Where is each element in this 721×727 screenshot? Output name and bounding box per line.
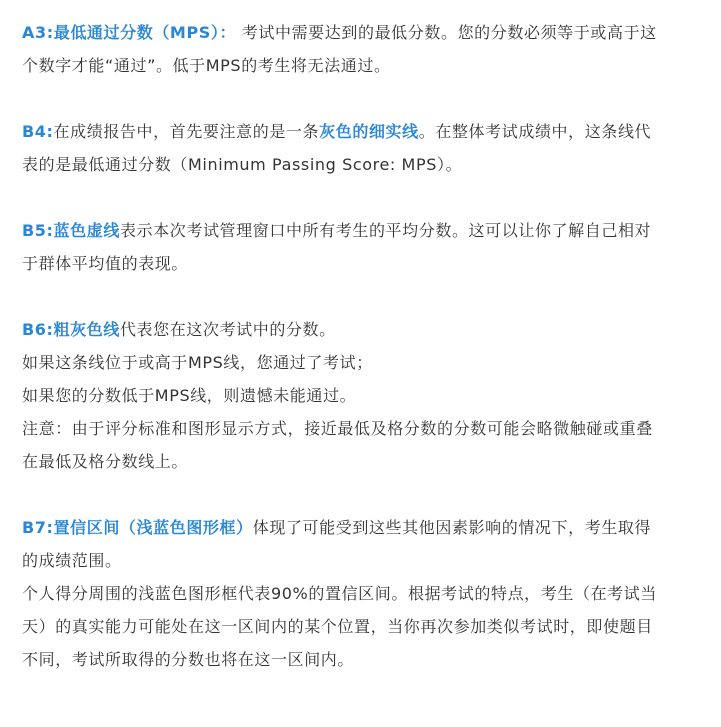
section-b7-text-3: 个人得分周围的浅蓝色图形框代表90%的置信区间。根据考试的特点，考生（在考试当 (22, 584, 657, 603)
section-b7-text-5: 不同，考试所取得的分数也将在这一区间内。 (22, 650, 355, 669)
section-b5-line-1 (22, 214, 699, 247)
section-b7-text-4: 天）的真实能力可能处在这一区间内的某个位置，当你再次参加类似考试时，即使题目 (22, 617, 653, 636)
section-b6-post: 代表您在这次考试中的分数。 (119, 320, 336, 339)
section-b6-text-2: 如果这条线位于或高于MPS线，您通过了考试； (22, 353, 373, 372)
section-b4-line-1 (22, 115, 699, 148)
section-b6-term: 粗灰色线 (53, 320, 120, 339)
section-b5-label: B5: (22, 221, 54, 240)
section-b6-line-1 (22, 313, 699, 346)
section-b5-term: 蓝色虚线 (53, 221, 120, 240)
section-b7-text-2: 的成绩范围。 (22, 551, 122, 570)
section-b6 (22, 313, 699, 478)
section-b4-pre: 在成绩报告中，首先要注意的是一条 (53, 122, 320, 141)
section-b7-term: 置信区间（浅蓝色图形框） (53, 518, 253, 537)
section-a3-line-1 (22, 16, 699, 49)
section-b4-label: B4: (22, 122, 54, 141)
section-b5-text-2: 于群体平均值的表现。 (22, 254, 189, 273)
section-b4-term: 灰色的细实线 (319, 122, 419, 141)
section-b7 (22, 511, 699, 676)
section-a3-label: A3: (22, 23, 54, 42)
section-b6-text-4: 注意：由于评分标准和图形显示方式，接近最低及格分数的分数可能会略微触碰或重叠 (22, 419, 653, 438)
section-a3 (22, 16, 699, 82)
section-a3-term: 最低通过分数（MPS）： (53, 23, 237, 42)
section-b6-text-3: 如果您的分数低于MPS线，则遗憾未能通过。 (22, 386, 357, 405)
section-b5 (22, 214, 699, 280)
section-b6-text-5: 在最低及格分数线上。 (22, 452, 189, 471)
section-b7-post: 体现了可能受到这些其他因素影响的情况下，考生取得 (252, 518, 652, 537)
section-b4-text-2: 表的是最低通过分数（Minimum Passing Score: MPS）。 (22, 155, 463, 174)
section-b6-label: B6: (22, 320, 54, 339)
section-a3-text-2: 个数字才能“通过”。低于MPS的考生将无法通过。 (22, 56, 391, 75)
section-b7-line-1 (22, 511, 699, 544)
section-b4-post: 。在整体考试成绩中，这条线代 (418, 122, 652, 141)
section-b4 (22, 115, 699, 181)
section-b7-label: B7: (22, 518, 54, 537)
section-a3-text-1: 考试中需要达到的最低分数。您的分数必须等于或高于这 (236, 23, 657, 42)
section-b5-post: 表示本次考试管理窗口中所有考生的平均分数。这可以让你了解自己相对 (119, 221, 652, 240)
